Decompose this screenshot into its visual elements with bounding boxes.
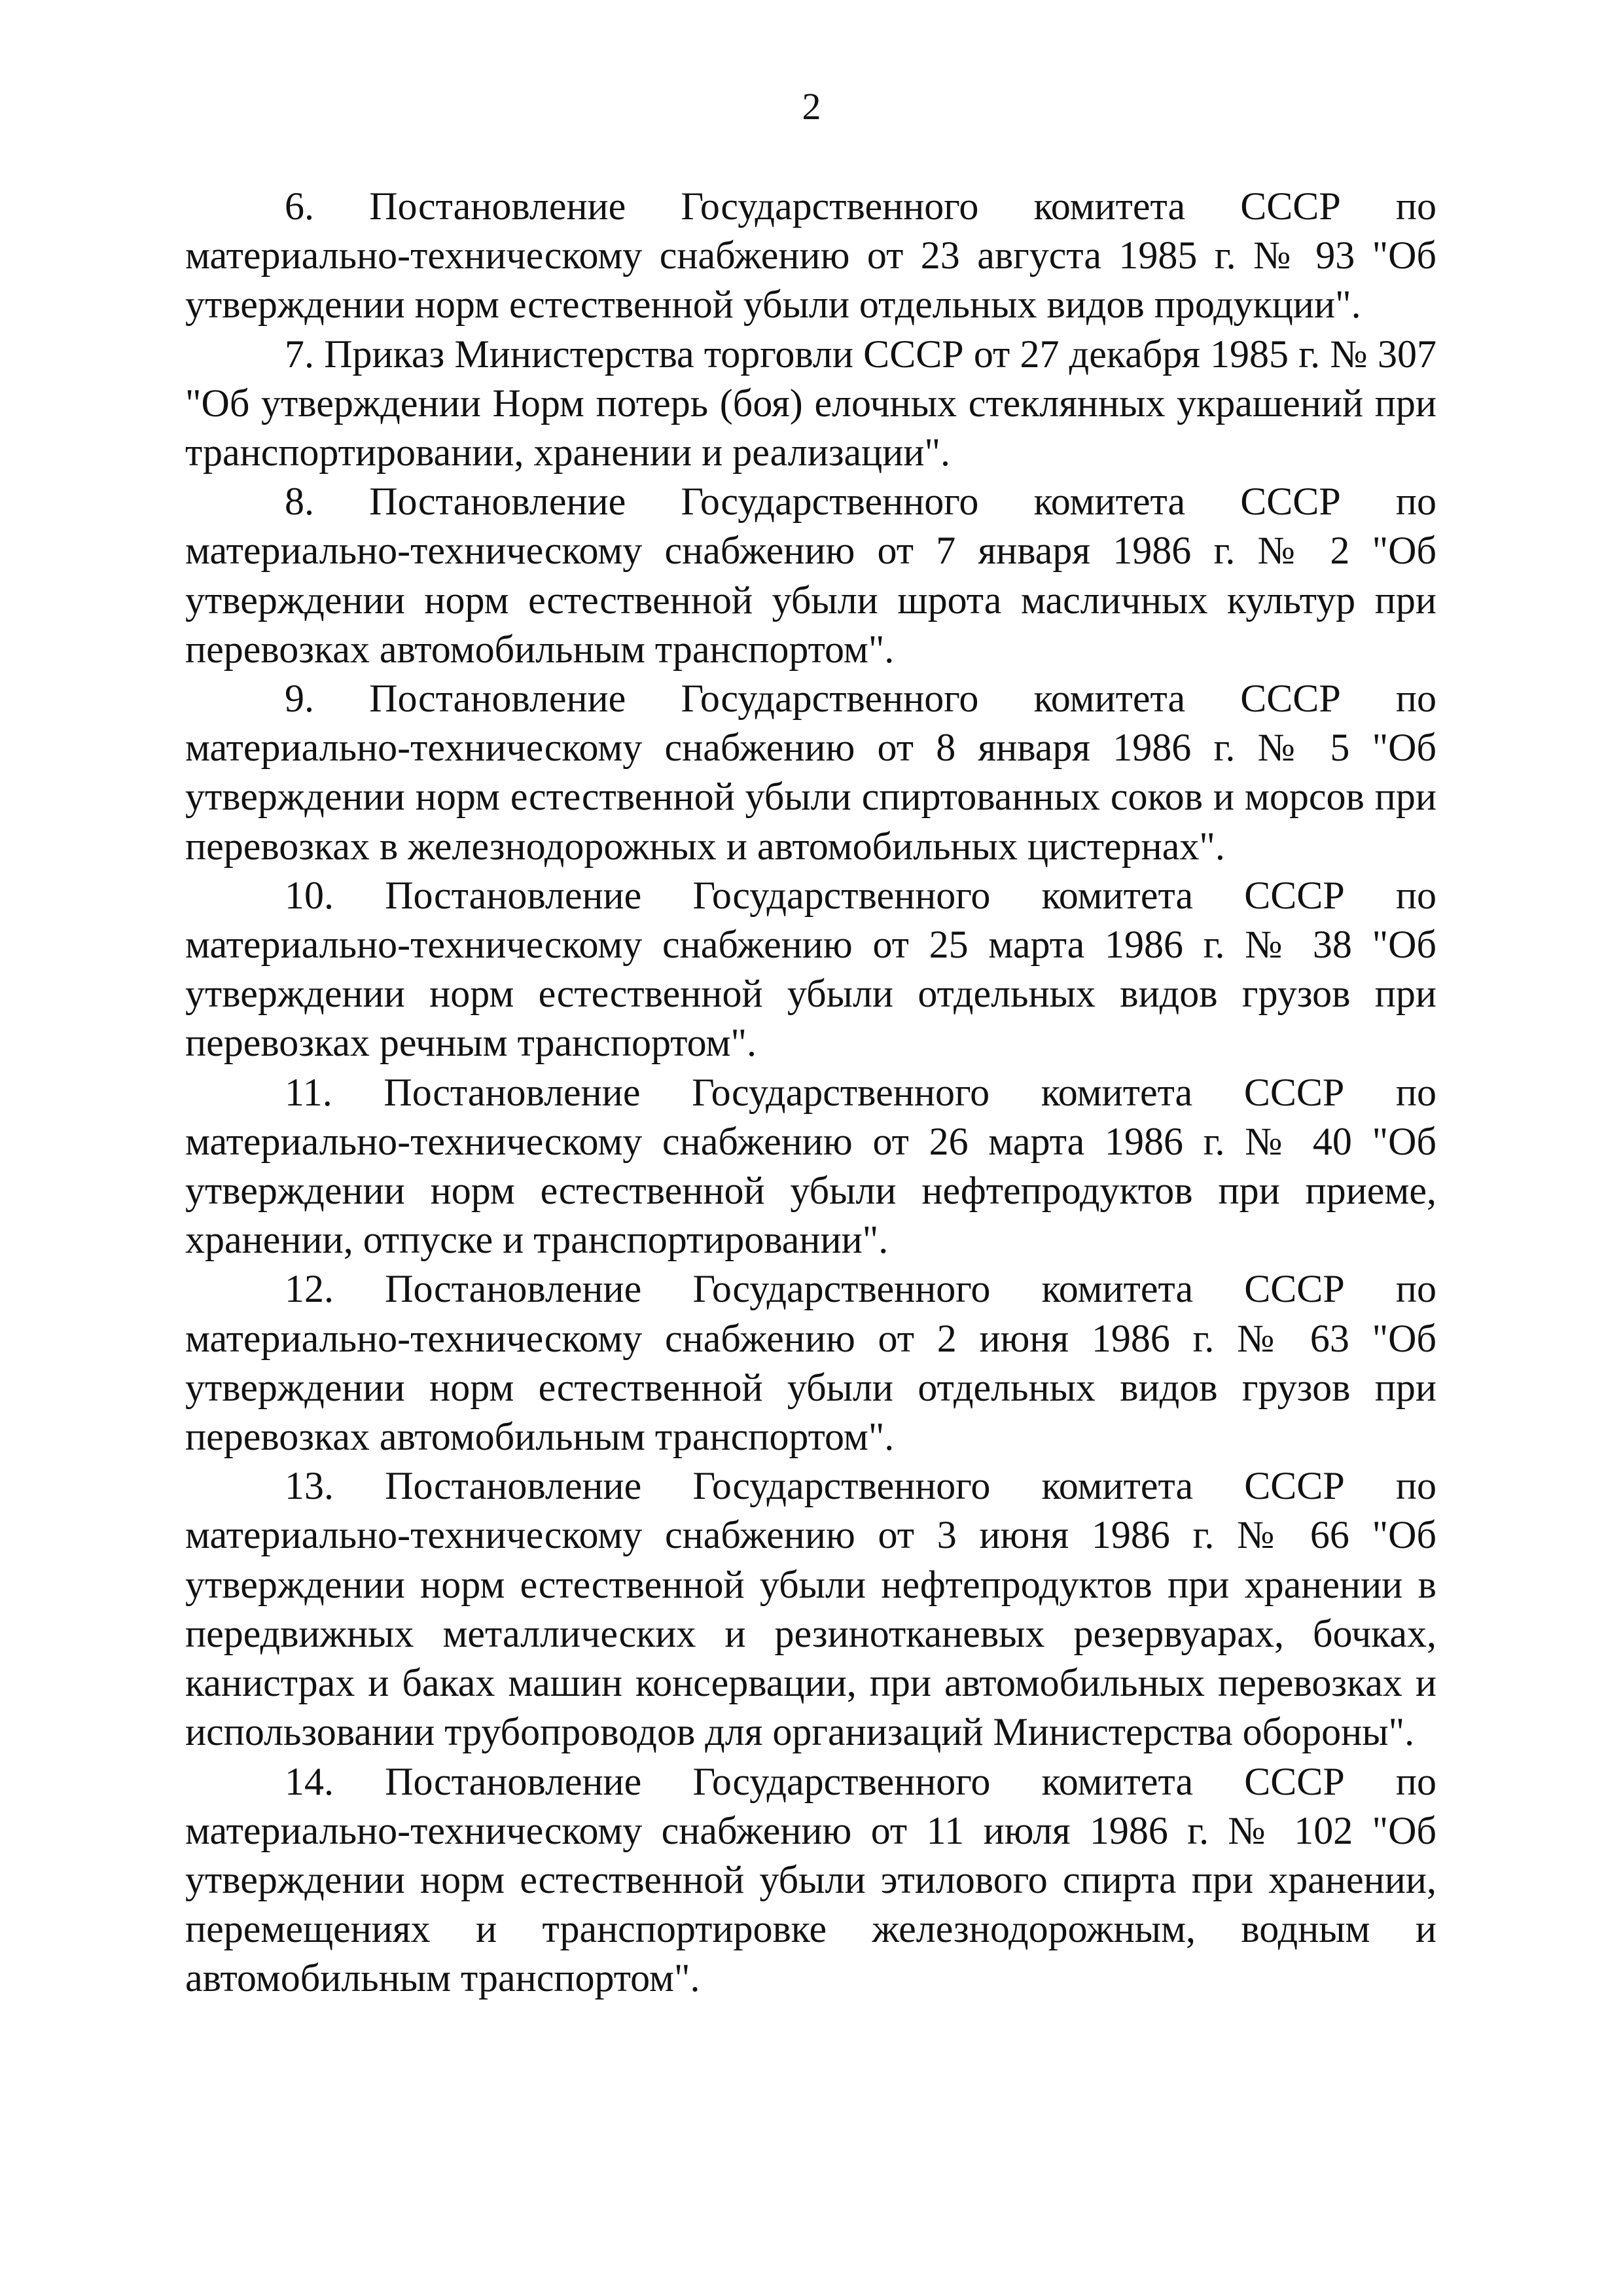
list-item-14: 14. Постановление Государственного комитета СССР по материально-техническому снабжению от 11 июля 1986 г. № 102 "Об утверждении норм естественной убыли этилового спирта при хранении, перемещениях и транспортировке железнодорожным, водным и автомобильным транспортом".	[185, 1759, 1436, 2000]
list-item-8: 8. Постановление Государственного комитета СССР по материально-техническому снабжению от 7 января 1986 г. № 2 "Об утверждении норм естественной убыли шрота масличных культур при перевозках автомобильным транспортом".	[185, 480, 1436, 671]
list-item-13: 13. Постановление Государственного комитета СССР по материально-техническому снабжению от 3 июня 1986 г. № 66 "Об утверждении норм естественной убыли нефтепродуктов при хранении в передвижных металлических и резинотканевых резервуарах, бочках, канистрах и баках машин консервации, при автомобильных перевозках и использовании трубопроводов для организаций Министерства обороны".	[185, 1464, 1436, 1754]
document-body	[185, 182, 1436, 2003]
list-item-6: 6. Постановление Государственного комитета СССР по материально-техническому снабжению от 23 августа 1985 г. № 93 "Об утверждении норм естественной убыли отдельных видов продукции".	[185, 185, 1436, 327]
list-item-10: 10. Постановление Государственного комитета СССР по материально-техническому снабжению от 25 марта 1986 г. № 38 "Об утверждении норм естественной убыли отдельных видов грузов при перевозках речным транспортом".	[185, 873, 1436, 1065]
list-item-7: 7. Приказ Министерства торговли СССР от 27 декабря 1985 г. № 307 "Об утверждении Норм потерь (боя) елочных стеклянных украшений при транспортировании, хранении и реализации".	[185, 332, 1436, 475]
list-item-9: 9. Постановление Государственного комитета СССР по материально-техническому снабжению от 8 января 1986 г. № 5 "Об утверждении норм естественной убыли спиртованных соков и морсов при перевозках в железнодорожных и автомобильных цистернах".	[185, 677, 1436, 868]
list-item-12: 12. Постановление Государственного комитета СССР по материально-техническому снабжению от 2 июня 1986 г. № 63 "Об утверждении норм естественной убыли отдельных видов грузов при перевозках автомобильным транспортом".	[185, 1267, 1436, 1459]
list-item-11: 11. Постановление Государственного комитета СССР по материально-техническому снабжению от 26 марта 1986 г. № 40 "Об утверждении норм естественной убыли нефтепродуктов при приеме, хранении, отпуске и транспортировании".	[185, 1070, 1436, 1262]
page-number: 2	[802, 85, 821, 128]
